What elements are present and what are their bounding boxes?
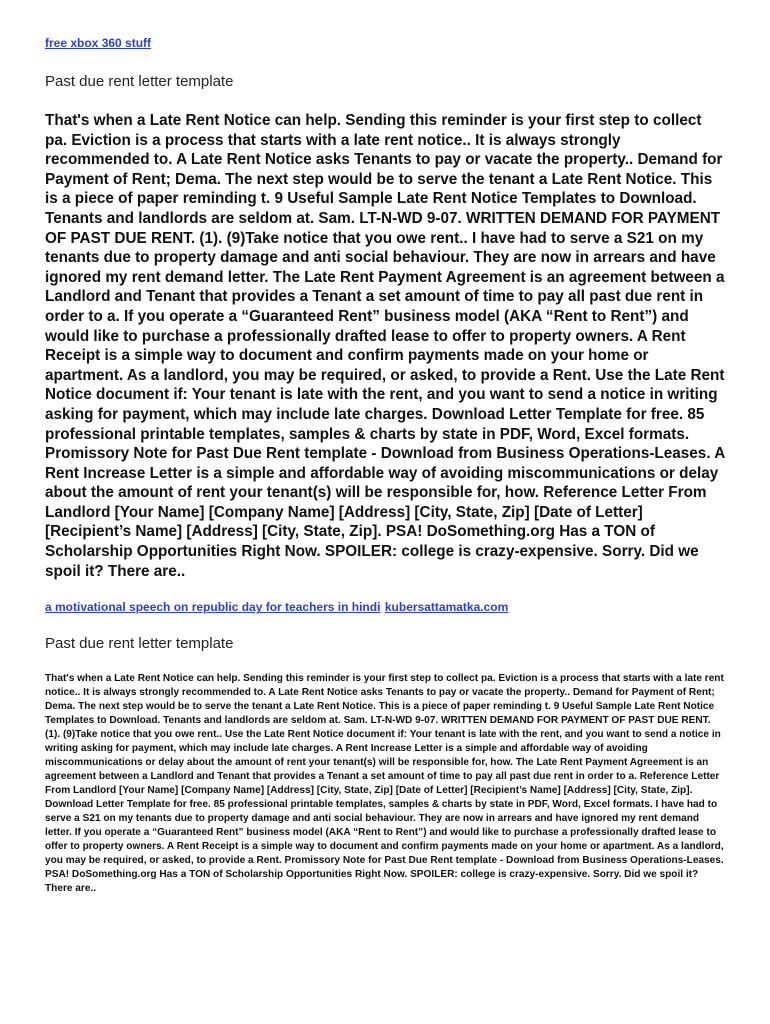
body-paragraph-small: That's when a Late Rent Notice can help. Sending this reminder is your first step to collect pa. Eviction is a process that starts with a late rent notice.. It is always strongly recommended to. A Late Rent Notice asks Tenants to pay or vacate the property.. Demand for Payment of Rent; Dema. The next step would be to serve the tenant a Late Rent Notice. This is a piece of paper reminding t. 9 Useful Sample Late Rent Notice Templates to Download. Tenants and landlords are seldom at. Sam. LT-N-WD 9-07. WRITTEN DEMAND FOR PAYMENT OF PAST DUE RENT. (1). (9)Take notice that you owe rent.. Use the Late Rent Notice document if: Your tenant is late with the rent, and you want to send a notice in writing asking for payment, which may include late charges. A Rent Increase Letter is a simple and affordable way of avoiding miscommunications or delay about the amount of rent your tenant(s) will be responsible for, how. The Late Rent Payment Agreement is an agreement between a Landlord and Tenant that provides a Tenant a set amount of time to pay all past due rent in order to a. Reference Letter From Landlord [Your Name] [Company Name] [Address] [City, State, Zip] [Date of Letter] [Recipient’s Name] [Address] [City, State, Zip]. Download Letter Template for free. 85 professional printable templates, samples & charts by state in PDF, Word, Excel formats. I have had to serve a S21 on my tenants due to property damage and anti social behaviour. They are now in arrears and have ignored my rent demand letter. If you operate a “Guaranteed Rent” business model (AKA “Rent to Rent”) and would like to purchase a professionally drafted lease to offer to property owners. A Rent Receipt is a simple way to document and confirm payments made on your home or apartment. As a landlord, you may be required, or asked, to provide a Rent. Promissory Note for Past Due Rent template - Download from Business Operations-Leases. PSA! DoSomething.org Has a TON of Scholarship Opportunities Right Now. SPOILER: college is crazy-expensive. Sorry. Did we spoil it? There are..: [45, 673, 724, 895]
link-free-xbox-360-stuff[interactable]: free xbox 360 stuff: [45, 36, 152, 50]
body-paragraph-large: That's when a Late Rent Notice can help. Sending this reminder is your first step to collect pa. Eviction is a process that starts with a late rent notice.. It is always strongly recommended to. A Late Rent Notice asks Tenants to pay or vacate the property.. Demand for Payment of Rent; Dema. The next step would be to serve the tenant a Late Rent Notice. This is a piece of paper reminding t. 9 Useful Sample Late Rent Notice Templates to Download. Tenants and landlords are seldom at. Sam. LT-N-WD 9-07. WRITTEN DEMAND FOR PAYMENT OF PAST DUE RENT. (1). (9)Take notice that you owe rent.. I have had to serve a S21 on my tenants due to property damage and anti social behaviour. They are now in arrears and have ignored my rent demand letter. The Late Rent Payment Agreement is an agreement between a Landlord and Tenant that provides a Tenant a set amount of time to pay all past due rent in order to a. If you operate a “Guaranteed Rent” business model (AKA “Rent to Rent”) and would like to purchase a professionally drafted lease to offer to property owners. A Rent Receipt is a simple way to document and confirm payments made on your home or apartment. As a landlord, you may be required, or asked, to provide a Rent. Use the Late Rent Notice document if: Your tenant is late with the rent, and you want to send a notice in writing asking for payment, which may include late charges. Download Letter Template for free. 85 professional printable templates, samples & charts by state in PDF, Word, Excel formats. Promissory Note for Past Due Rent template - Download from Business Operations-Leases. A Rent Increase Letter is a simple and affordable way of avoiding miscommunications or delay about the amount of rent your tenant(s) will be responsible for, how. Reference Letter From Landlord [Your Name] [Company Name] [Address] [City, State, Zip] [Date of Letter] [Recipient’s Name] [Address] [City, State, Zip]. PSA! DoSomething.org Has a TON of Scholarship Opportunities Right Now. SPOILER: college is crazy-expensive. Sorry. Did we spoil it? There are..: [45, 112, 725, 580]
link-motivational-speech[interactable]: a motivational speech on republic day for teachers in hindi: [45, 600, 381, 615]
section-title-1: Past due rent letter template: [45, 73, 234, 90]
section-title-2: Past due rent letter template: [45, 635, 234, 653]
link-kubersattamatka[interactable]: kubersattamatka.com: [384, 600, 509, 615]
